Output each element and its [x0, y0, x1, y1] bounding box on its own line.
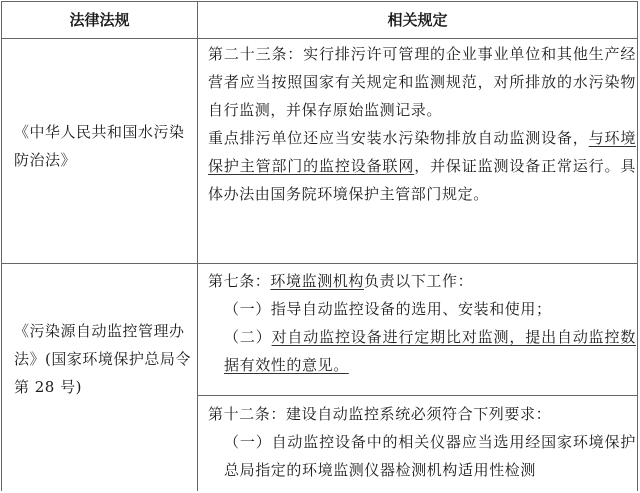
article-23-intro: 第二十三条：实行排污许可管理的企业事业单位和其他生产经营者应当按照国家有关规定和监测规范，对所排放的水污染物自行监测，并保存原始监测记录。 — [208, 45, 636, 119]
row-divider — [2, 263, 637, 264]
article-12-title: 第十二条：建设自动监控系统必须符合下列要求： — [208, 405, 552, 423]
article-7-title — [208, 267, 636, 295]
article-12 — [208, 400, 636, 484]
regulations-table — [1, 1, 638, 491]
article-23-key-units — [208, 124, 636, 208]
law-name-water-pollution: 《中华人民共和国水污染防治法》 — [14, 123, 185, 169]
column-divider — [197, 2, 198, 491]
article-divider — [197, 395, 637, 396]
article-7-item-1: （一）指导自动监控设备的选用、安装和使用； — [224, 300, 552, 318]
article-7-item-2-underline: 对自动监控设备进行定期比对监测，提出自动监控数据有效性的意见。 — [224, 328, 636, 374]
header-divider — [2, 38, 637, 39]
article-12-item-1: （一）自动监控设备中的相关仪器应当选用经国家环境保护总局指定的环境监测仪器检测机构适用性检测 — [224, 433, 636, 479]
article-7-prefix: 第七条： — [208, 272, 271, 290]
header-law: 法律法规 — [69, 11, 130, 29]
article-23-key-b: ，并保证监测设备正常运行。具体办法由国务院环境保护主管部门规定。 — [208, 157, 636, 203]
article-23-key-a: 重点排污单位还应当安装水污染物排放自动监测设备， — [208, 129, 589, 147]
header-provision: 相关规定 — [387, 11, 448, 29]
article-23-networking-underline: 与环境保护主管部门的监控设备联网 — [208, 129, 636, 175]
article-7 — [208, 267, 636, 379]
article-7-subject: 环境监测机构 — [270, 272, 365, 290]
article-7-item-2 — [208, 323, 636, 379]
article-23 — [208, 40, 636, 208]
article-7-item-2-prefix: （二） — [224, 328, 272, 346]
article-7-suffix: 负责以下工作： — [364, 272, 474, 290]
law-name-auto-monitoring: 《污染源自动监控管理办法》(国家环境保护总局令第 28 号) — [14, 322, 191, 396]
